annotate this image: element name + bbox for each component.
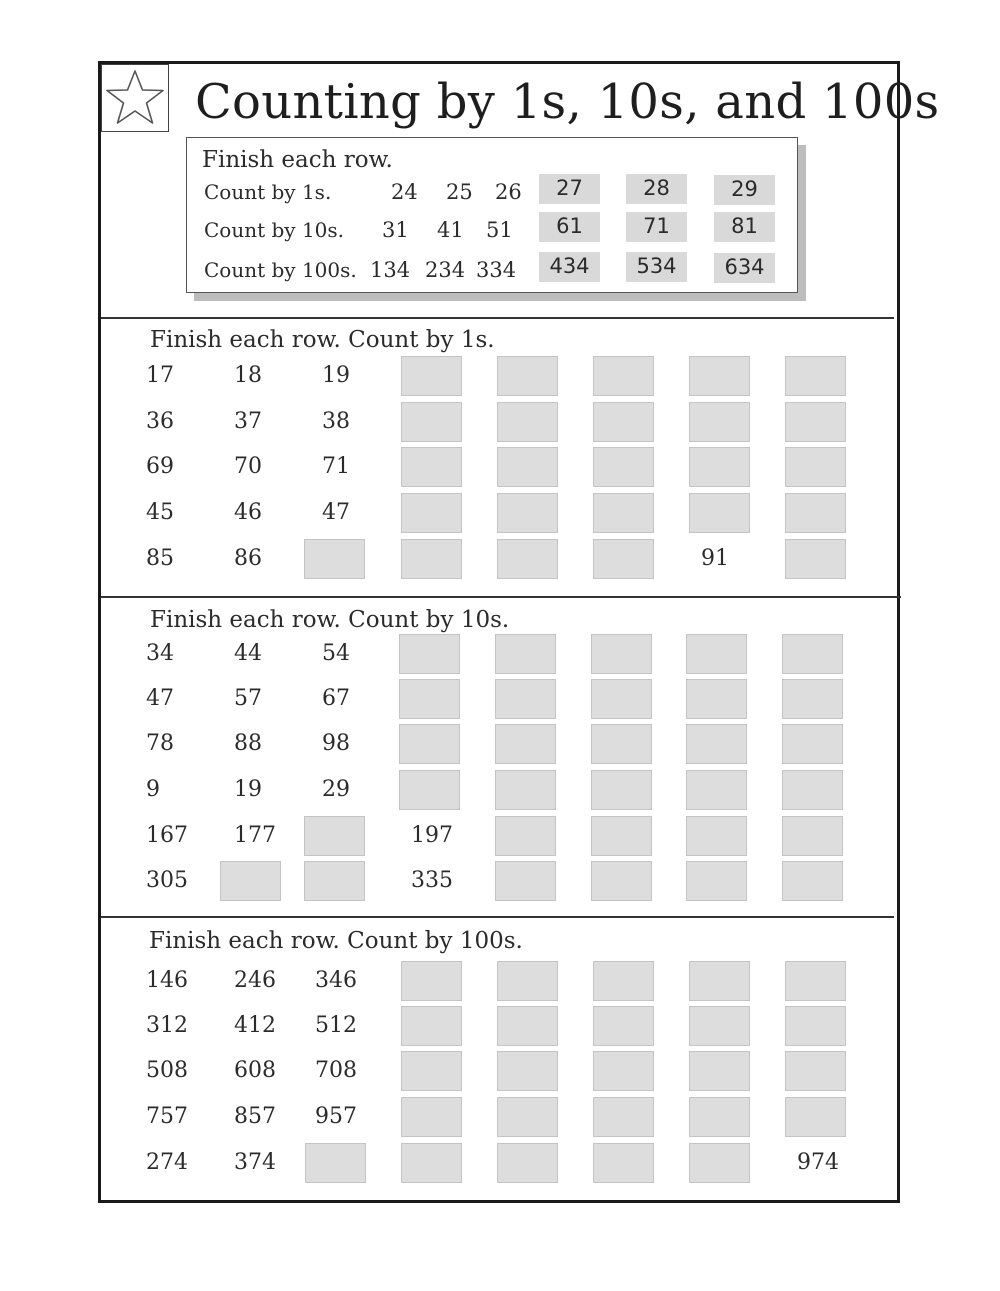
example-row-label: Count by 1s. <box>204 180 332 204</box>
answer-box[interactable] <box>785 356 846 396</box>
answer-box[interactable] <box>689 1051 750 1091</box>
section-heading-count-by-1s: Finish each row. Count by 1s. <box>150 327 495 353</box>
answer-box[interactable] <box>782 724 843 764</box>
example-row-label: Count by 10s. <box>204 218 345 242</box>
answer-box[interactable] <box>591 770 652 810</box>
given-number: 608 <box>234 1058 276 1083</box>
answer-box[interactable] <box>782 770 843 810</box>
given-number: 18 <box>234 363 262 388</box>
answer-box[interactable] <box>401 539 462 579</box>
given-number: 36 <box>146 409 174 434</box>
answer-box[interactable] <box>782 861 843 901</box>
example-answer: 27 <box>539 174 600 204</box>
given-number: 508 <box>146 1058 188 1083</box>
example-answer: 534 <box>626 252 687 282</box>
answer-box[interactable] <box>399 770 460 810</box>
given-number: 37 <box>234 409 262 434</box>
answer-box[interactable] <box>497 1006 558 1046</box>
answer-box[interactable] <box>401 447 462 487</box>
answer-box[interactable] <box>401 1006 462 1046</box>
given-number: 45 <box>146 500 174 525</box>
given-number: 78 <box>146 731 174 756</box>
answer-box[interactable] <box>399 679 460 719</box>
given-number: 335 <box>411 868 453 893</box>
section-divider <box>101 317 894 319</box>
given-number: 38 <box>322 409 350 434</box>
given-number: 71 <box>322 454 350 479</box>
answer-box[interactable] <box>593 961 654 1001</box>
answer-box[interactable] <box>495 816 556 856</box>
given-number: 708 <box>315 1058 357 1083</box>
answer-box[interactable] <box>686 816 747 856</box>
given-number: 246 <box>234 968 276 993</box>
answer-box[interactable] <box>591 724 652 764</box>
answer-box[interactable] <box>591 816 652 856</box>
answer-box[interactable] <box>401 1051 462 1091</box>
example-given: 31 <box>382 218 409 242</box>
answer-box[interactable] <box>686 634 747 674</box>
answer-box[interactable] <box>497 402 558 442</box>
given-number: 47 <box>146 686 174 711</box>
given-number: 19 <box>234 777 262 802</box>
answer-box[interactable] <box>497 493 558 533</box>
answer-box[interactable] <box>593 1097 654 1137</box>
answer-box[interactable] <box>495 634 556 674</box>
example-answer: 81 <box>714 212 775 242</box>
answer-box[interactable] <box>689 961 750 1001</box>
example-given: 25 <box>446 180 473 204</box>
answer-box[interactable] <box>497 447 558 487</box>
answer-box[interactable] <box>495 770 556 810</box>
answer-box[interactable] <box>686 724 747 764</box>
answer-box[interactable] <box>782 816 843 856</box>
given-number: 957 <box>315 1104 357 1129</box>
given-number: 91 <box>701 546 729 571</box>
answer-box[interactable] <box>689 1006 750 1046</box>
answer-box[interactable] <box>686 679 747 719</box>
given-number: 47 <box>322 500 350 525</box>
answer-box[interactable] <box>495 679 556 719</box>
example-given: 41 <box>437 218 464 242</box>
example-given: 51 <box>486 218 513 242</box>
answer-box[interactable] <box>782 679 843 719</box>
example-given: 134 <box>370 258 411 282</box>
answer-box[interactable] <box>401 1097 462 1137</box>
answer-box[interactable] <box>785 539 846 579</box>
answer-box[interactable] <box>497 1051 558 1091</box>
answer-box[interactable] <box>686 770 747 810</box>
answer-box[interactable] <box>593 1006 654 1046</box>
answer-box[interactable] <box>593 356 654 396</box>
answer-box[interactable] <box>305 1143 366 1183</box>
star-badge <box>101 64 169 132</box>
answer-box[interactable] <box>689 402 750 442</box>
answer-box[interactable] <box>401 493 462 533</box>
given-number: 98 <box>322 731 350 756</box>
answer-box[interactable] <box>495 724 556 764</box>
given-number: 88 <box>234 731 262 756</box>
answer-box[interactable] <box>495 861 556 901</box>
given-number: 57 <box>234 686 262 711</box>
answer-box[interactable] <box>591 679 652 719</box>
given-number: 167 <box>146 823 188 848</box>
given-number: 46 <box>234 500 262 525</box>
example-answer: 71 <box>626 212 687 242</box>
example-answer: 434 <box>539 252 600 282</box>
given-number: 305 <box>146 868 188 893</box>
given-number: 177 <box>234 823 276 848</box>
given-number: 146 <box>146 968 188 993</box>
answer-box[interactable] <box>399 724 460 764</box>
given-number: 274 <box>146 1150 188 1175</box>
answer-box[interactable] <box>785 493 846 533</box>
section-divider <box>101 596 901 598</box>
example-answer: 61 <box>539 212 600 242</box>
example-heading: Finish each row. <box>202 147 393 173</box>
answer-box[interactable] <box>304 816 365 856</box>
answer-box[interactable] <box>689 1097 750 1137</box>
given-number: 29 <box>322 777 350 802</box>
example-given: 234 <box>425 258 466 282</box>
answer-box[interactable] <box>785 1051 846 1091</box>
answer-box[interactable] <box>497 1143 558 1183</box>
given-number: 374 <box>234 1150 276 1175</box>
answer-box[interactable] <box>401 1143 462 1183</box>
answer-box[interactable] <box>593 539 654 579</box>
example-answer: 28 <box>626 174 687 204</box>
given-number: 44 <box>234 641 262 666</box>
section-heading-count-by-100s: Finish each row. Count by 100s. <box>149 928 523 954</box>
given-number: 67 <box>322 686 350 711</box>
given-number: 34 <box>146 641 174 666</box>
answer-box[interactable] <box>785 402 846 442</box>
answer-box[interactable] <box>593 1051 654 1091</box>
answer-box[interactable] <box>401 356 462 396</box>
answer-box[interactable] <box>591 861 652 901</box>
answer-box[interactable] <box>785 447 846 487</box>
given-number: 9 <box>146 777 160 802</box>
given-number: 19 <box>322 363 350 388</box>
answer-box[interactable] <box>689 356 750 396</box>
example-row-label: Count by 100s. <box>204 258 357 282</box>
answer-box[interactable] <box>399 634 460 674</box>
given-number: 346 <box>315 968 357 993</box>
section-heading-count-by-10s: Finish each row. Count by 10s. <box>150 607 510 633</box>
answer-box[interactable] <box>304 539 365 579</box>
answer-box[interactable] <box>689 1143 750 1183</box>
answer-box[interactable] <box>689 447 750 487</box>
answer-box[interactable] <box>591 634 652 674</box>
example-given: 26 <box>495 180 522 204</box>
answer-box[interactable] <box>593 493 654 533</box>
answer-box[interactable] <box>401 961 462 1001</box>
given-number: 86 <box>234 546 262 571</box>
answer-box[interactable] <box>782 634 843 674</box>
given-number: 69 <box>146 454 174 479</box>
given-number: 17 <box>146 363 174 388</box>
given-number: 512 <box>315 1013 357 1038</box>
given-number: 54 <box>322 641 350 666</box>
given-number: 197 <box>411 823 453 848</box>
given-number: 85 <box>146 546 174 571</box>
answer-box[interactable] <box>497 961 558 1001</box>
answer-box[interactable] <box>304 861 365 901</box>
given-number: 312 <box>146 1013 188 1038</box>
answer-box[interactable] <box>497 1097 558 1137</box>
answer-box[interactable] <box>686 861 747 901</box>
answer-box[interactable] <box>785 1006 846 1046</box>
section-divider <box>101 916 894 918</box>
given-number: 70 <box>234 454 262 479</box>
example-answer: 29 <box>714 175 775 205</box>
example-answer: 634 <box>714 253 775 283</box>
answer-box[interactable] <box>593 447 654 487</box>
given-number: 857 <box>234 1104 276 1129</box>
answer-box[interactable] <box>785 1097 846 1137</box>
answer-box[interactable] <box>593 1143 654 1183</box>
answer-box[interactable] <box>785 961 846 1001</box>
answer-box[interactable] <box>401 402 462 442</box>
example-given: 24 <box>391 180 418 204</box>
star-icon <box>102 65 168 131</box>
answer-box[interactable] <box>497 539 558 579</box>
given-number: 974 <box>797 1150 839 1175</box>
answer-box[interactable] <box>593 402 654 442</box>
answer-box[interactable] <box>220 861 281 901</box>
given-number: 757 <box>146 1104 188 1129</box>
given-number: 412 <box>234 1013 276 1038</box>
page-title: Counting by 1s, 10s, and 100s <box>195 74 940 130</box>
answer-box[interactable] <box>497 356 558 396</box>
answer-box[interactable] <box>689 493 750 533</box>
example-given: 334 <box>476 258 517 282</box>
